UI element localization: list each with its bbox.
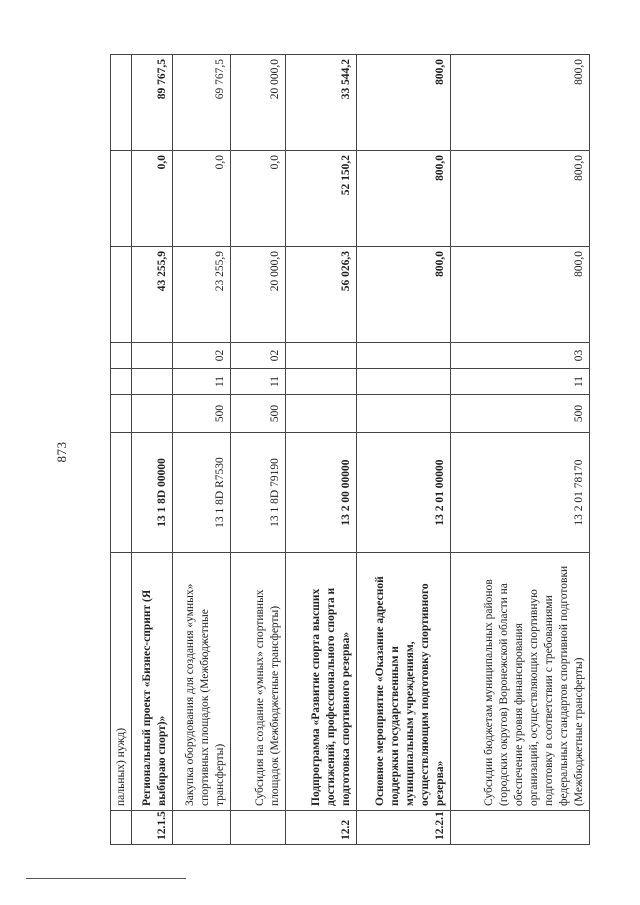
subsection-code: 03	[450, 343, 589, 369]
row-number	[172, 811, 230, 845]
target-code: 13 1 8D R7530	[172, 433, 230, 553]
table-row	[230, 55, 286, 845]
amount-year-2: 0,0	[172, 151, 230, 247]
section-code	[286, 369, 357, 395]
footnote-divider	[26, 878, 186, 879]
amount-year-3	[111, 55, 132, 151]
amount-year-1: 20 000,0	[230, 247, 286, 343]
row-name: Основное мероприятие «Оказание адресной поддержки государственным и муниципальным учреждениям, осуществляющим подготовку спортивного резерва»	[356, 553, 450, 811]
amount-year-2: 800,0	[356, 151, 450, 247]
table-row	[111, 55, 132, 845]
amount-year-3: 69 767,5	[172, 55, 230, 151]
row-number	[111, 811, 132, 845]
target-code: 13 1 8D 00000	[132, 433, 173, 553]
amount-year-1	[111, 247, 132, 343]
target-code: 13 1 8D 79190	[230, 433, 286, 553]
amount-year-2: 52 150,2	[286, 151, 357, 247]
section-code	[356, 369, 450, 395]
amount-year-2: 0,0	[230, 151, 286, 247]
budget-table	[110, 54, 590, 845]
table-row	[172, 55, 230, 845]
amount-year-2: 800,0	[450, 151, 589, 247]
row-name: Субсидия на создание «умных» спортивных площадок (Межбюджетные трансферты)	[230, 553, 286, 811]
amount-year-1: 23 255,9	[172, 247, 230, 343]
target-code	[111, 433, 132, 553]
rotated-table-container	[110, 55, 590, 845]
expense-type	[286, 395, 357, 433]
subsection-code	[356, 343, 450, 369]
section-code: 11	[230, 369, 286, 395]
page-number: 873	[54, 441, 69, 463]
amount-year-3: 33 544,2	[286, 55, 357, 151]
expense-type: 500	[172, 395, 230, 433]
row-number: 12.2.1	[356, 811, 450, 845]
subsection-code	[111, 343, 132, 369]
amount-year-1: 800,0	[356, 247, 450, 343]
target-code: 13 2 00 00000	[286, 433, 357, 553]
amount-year-3: 20 000,0	[230, 55, 286, 151]
row-number	[450, 811, 589, 845]
row-number: 12.2	[286, 811, 357, 845]
amount-year-3: 89 767,5	[132, 55, 173, 151]
subsection-code	[132, 343, 173, 369]
expense-type: 500	[230, 395, 286, 433]
target-code: 13 2 01 00000	[356, 433, 450, 553]
row-number: 12.1.5	[132, 811, 173, 845]
table-row	[450, 55, 589, 845]
row-name: Субсидии бюджетам муниципальных районов (городских округов) Воронежской области на обеспечение уровня финансирования организаций, осуществляющих спортивную подготовку в соответствии с требованиями федеральных стандартов спортивной подготовки (Межбюджетные трансферты)	[450, 553, 589, 811]
amount-year-1: 43 255,9	[132, 247, 173, 343]
subsection-code	[286, 343, 357, 369]
amount-year-2: 0,0	[132, 151, 173, 247]
table-row	[132, 55, 173, 845]
expense-type	[111, 395, 132, 433]
row-name: Региональный проект «Бизнес-спринт (Я выбираю спорт)»	[132, 553, 173, 811]
table-row	[286, 55, 357, 845]
expense-type: 500	[450, 395, 589, 433]
section-code: 11	[172, 369, 230, 395]
row-number	[230, 811, 286, 845]
amount-year-3: 800,0	[450, 55, 589, 151]
table-body	[111, 55, 590, 845]
row-name: Подпрограмма «Развитие спорта высших достижений, профессионального спорта и подготовка спортивного резерва»	[286, 553, 357, 811]
section-code: 11	[450, 369, 589, 395]
amount-year-1: 56 026,3	[286, 247, 357, 343]
section-code	[132, 369, 173, 395]
subsection-code: 02	[172, 343, 230, 369]
row-name: Закупка оборудования для создания «умных» спортивных площадок (Межбюджетные трансферты)	[172, 553, 230, 811]
amount-year-1: 800,0	[450, 247, 589, 343]
section-code	[111, 369, 132, 395]
target-code: 13 2 01 78170	[450, 433, 589, 553]
row-name: пальных) нужд)	[111, 553, 132, 811]
subsection-code: 02	[230, 343, 286, 369]
amount-year-3: 800,0	[356, 55, 450, 151]
expense-type	[356, 395, 450, 433]
expense-type	[132, 395, 173, 433]
amount-year-2	[111, 151, 132, 247]
table-row	[356, 55, 450, 845]
